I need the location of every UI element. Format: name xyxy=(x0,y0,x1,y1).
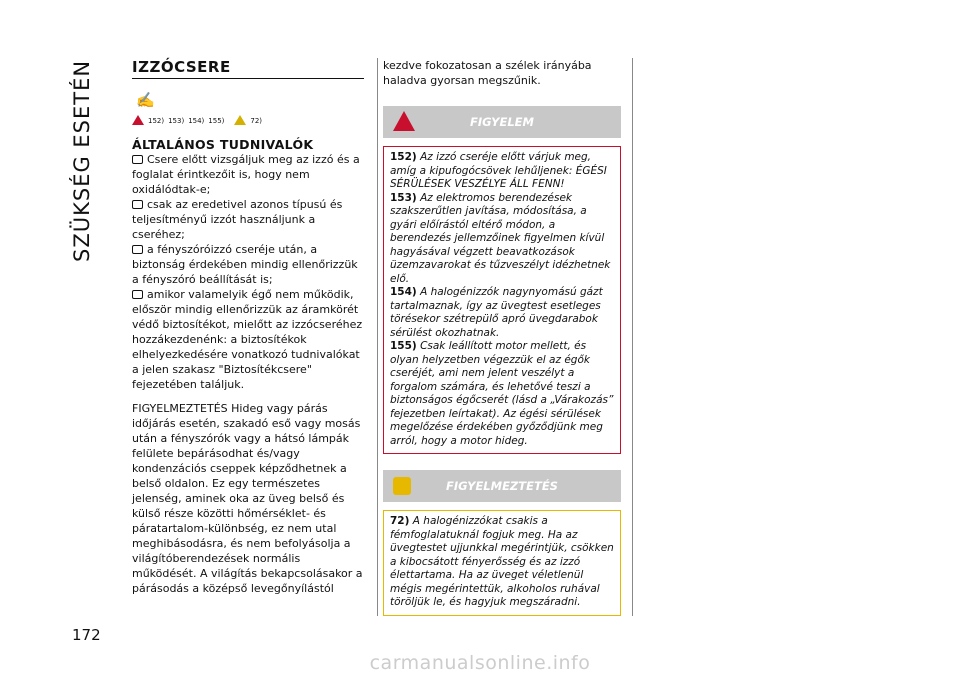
column-divider-right xyxy=(632,58,633,616)
side-section-title: SZÜKSÉG ESETÉN xyxy=(70,59,94,262)
warning-box-label: FIGYELEM xyxy=(470,115,534,129)
ref-152: 152) xyxy=(148,117,165,125)
bulb-icon: ✍️ xyxy=(136,91,155,109)
warning-item: 154) A halogénizzók nagynyomású gázt tartalmaznak, így az üvegtest esetleges törésekor szétrepülő apró üvegdarabok sérülést okozhatnak. xyxy=(390,286,603,339)
caution-item: 72) A halogénizzókat csakis a fémfoglalatuknál fogjuk meg. Ha az üvegtestet ujjunkkal megérintjük, csökken a kibocsátott fényerősség és az izzó élettartama. Ha az üveget véletlenül mégis megérintettük, alkoholos ruhával töröljük le, és hagyjuk megszáradni. xyxy=(390,515,614,608)
ref-154: 154) xyxy=(188,117,205,125)
caution-triangle-icon xyxy=(234,115,246,125)
bullet-item: amikor valamelyik égő nem működik, először mindig ellenőrizzük az áramkörét védő biztosítékot, mielőtt az izzócseréhez hozzákezdenénk: a biztosítékok elhelyezkedésére vonatkozó tudnivalókat a jelen szakasz "Biztosítékcsere" fejezetében találjuk. xyxy=(132,288,363,391)
warning-box xyxy=(383,146,621,454)
bullet-item: csak az eredetivel azonos típusú és teljesítményű izzót használjunk a cseréhez; xyxy=(132,198,343,241)
warning-triangle-icon xyxy=(132,115,144,125)
bullet-icon xyxy=(132,200,143,209)
warning-item: 153) Az elektromos berendezések szakszerűtlen javítása, módosítása, a gyári előírástól eltérő módon, a berendezés jellemzőinek figyelmen kívül hagyásával végzett beavatkozások üzemzavarokat és tűzveszélyt idézhetnek elő. xyxy=(390,191,611,285)
warning-item: 152) Az izzó cseréje előtt várjuk meg, amíg a kipufogócsövek lehűljenek: ÉGÉSI SÉRÜLÉSEK VESZÉLYE ÁLL FENN! xyxy=(390,151,607,190)
bullet-list xyxy=(132,152,364,392)
bullet-item: Csere előtt vizsgáljuk meg az izzó és a foglalat érintkezőit is, hogy nem oxidálódtak-e; xyxy=(132,153,360,196)
subsection-title: ÁLTALÁNOS TUDNIVALÓK xyxy=(132,137,314,152)
warning-item: 155) Csak leállított motor mellett, és olyan helyzetben végezzük el az égők cseréjét, ami nem jelent veszélyt a forgalom számára, és lehetővé teszi a biztonságos égőcserét (lásd a „Várakozás” fejezetben leírtakat). Az égési sérülések megelőzése érdekében győződjünk meg arról, hogy a motor hideg. xyxy=(390,340,614,447)
caution-box-header xyxy=(383,470,621,502)
ref-153: 153) xyxy=(168,117,185,125)
ref-72: 72) xyxy=(250,117,263,125)
caution-box-label: FIGYELMEZTETÉS xyxy=(446,479,558,493)
condensation-paragraph: FIGYELMEZTETÉS Hideg vagy párás időjárás esetén, szakadó eső vagy mosás után a fényszórók vagy a hátsó lámpák felülete bepárásodhat és/vagy kondenzációs cseppek képződhetnek a belső oldalon. Ez egy természetes jelenség, aminek oka az üveg belső és külső része közötti hőmérséklet- és páratartalom-különbség, ez nem utal meghibásodásra, és nem befolyásolja a világítóberendezések normális működését. A világítás bekapcsolásakor a párásodás a középső levegőnyílástól xyxy=(132,402,363,595)
caution-box xyxy=(383,510,621,616)
reference-row xyxy=(132,115,364,125)
bullet-icon xyxy=(132,290,143,299)
bullet-icon xyxy=(132,155,143,164)
column-divider xyxy=(377,58,378,616)
right-column xyxy=(383,58,621,616)
continued-paragraph: kezdve fokozatosan a szélek irányába haladva gyorsan megszűnik. xyxy=(383,59,592,87)
bullet-icon xyxy=(132,245,143,254)
page-number: 172 xyxy=(72,626,101,644)
bullet-item: a fényszóróizzó cseréje után, a biztonság érdekében mindig ellenőrizzük a fényszóró beállítását is; xyxy=(132,243,358,286)
section-title: IZZÓCSERE xyxy=(132,58,364,79)
warning-box-header xyxy=(383,106,621,138)
icon-row xyxy=(132,85,364,115)
ref-155: 155) xyxy=(208,117,225,125)
watermark: carmanualsonline.info xyxy=(369,652,591,674)
left-column xyxy=(132,58,364,596)
